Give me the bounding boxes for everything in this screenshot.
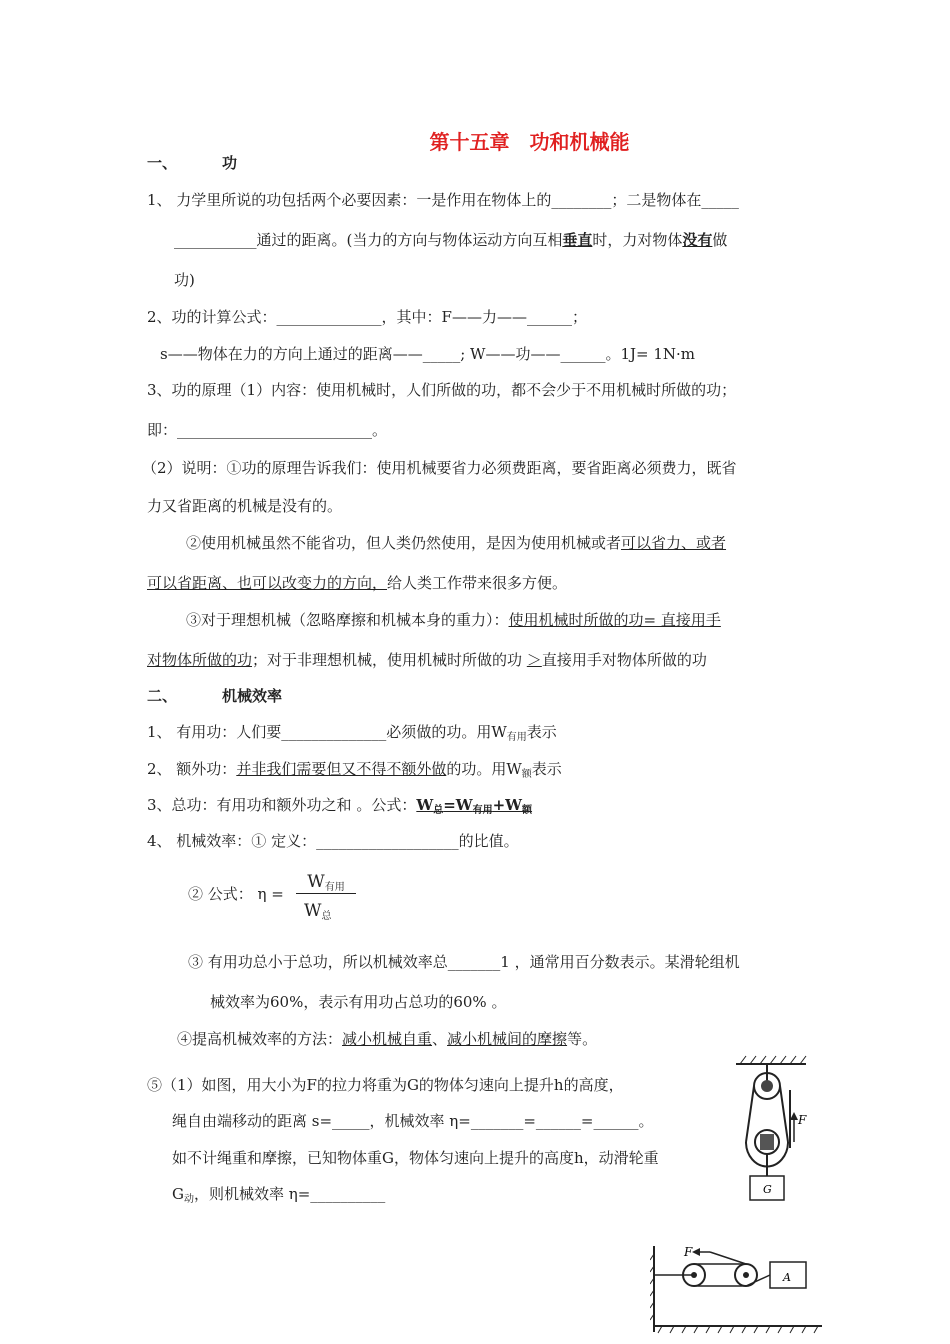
section-2-number: 二、 [147,687,178,705]
pulley-system-figure [732,1054,814,1204]
item-3-f-text: 给人类工作带来很多方便。 [387,574,568,592]
problem-5-line-a: ⑤（1）如图，用大小为F的拉力将重为G的物体匀速向上提升h的高度， [147,1076,624,1094]
mech-item-4-e [177,1030,597,1048]
block-label: A [783,1271,791,1284]
greater-than-sign: ＞ [526,651,542,669]
problem-5-line-d [172,1185,385,1209]
item-1-text-2: 时，力对物体 [592,231,683,249]
item-1-line-c: 功) [174,271,195,289]
denominator-w: W [304,901,322,921]
item-1-text: ___________通过的距离。(当力的方向与物体运动方向互相 [174,231,563,249]
keyword-no-work: 没有 [682,231,713,249]
section-heading-1 [147,154,237,172]
section-2-name: 机械效率 [222,687,283,705]
item-3-line-g [186,611,721,629]
item-3-f-underline: 可以省距离、也可以改变力的方向， [147,574,388,592]
mech-item-1-text-2: 表示 [526,723,557,741]
numerator-sub: 有用 [324,882,345,893]
pulley-force-label: F [798,1113,807,1127]
item-3-g-underline: 使用机械时所做的功= 直接用手 [508,611,721,629]
efficiency-formula-label: ② 公式： η = [188,885,284,903]
fraction-bar [296,893,356,894]
problem-5-line-b: 绳自由端移动的距离 s=_____，机械效率 η=_______=______=______。 [172,1112,654,1130]
problem-5-line-c: 如不计绳重和摩擦，已知物体重G，物体匀速向上提升的高度h，动滑轮重 [172,1149,659,1167]
numerator-w: W [307,872,325,892]
mech-item-1-text: 1、 有用功：人们要______________必须做的功。用W [147,723,507,741]
section-heading-2 [147,687,282,705]
formula-w3: +W [492,796,523,814]
item-3-line-e [186,534,726,552]
denominator-sub: 总 [321,911,332,922]
method-1: 减小机械自重 [342,1030,433,1048]
mech-item-4-c: ③ 有用功总小于总功，所以机械效率总_______1 ，通常用百分数表示。某滑轮组机 [188,953,740,971]
item-3-line-h [147,651,707,669]
formula-sub-extra: 额 [522,805,533,816]
method-end: 等。 [567,1030,598,1048]
mech-item-1 [147,723,557,747]
pulley-weight-label: G [763,1183,772,1196]
mech-item-2 [147,760,562,784]
item-3-g-text: ③对于理想机械（忽略摩擦和机械本身的重力）： [186,611,509,629]
chapter-title: 第十五章 功和机械能 [429,130,630,154]
method-sep: 、 [432,1030,448,1048]
mech-item-2-text-3: 表示 [531,760,562,778]
keyword-perpendicular: 垂直 [562,231,593,249]
formula-w1: W [416,796,434,814]
item-1-line-b [174,231,727,249]
method-2: 减小机械间的摩擦 [447,1030,568,1048]
item-3-h-text-2: 直接用手对物体所做的功 [541,651,707,669]
item-3-line-c: （2）说明：①功的原理告诉我们：使用机械要省力必须费距离，要省距离必须费力，既省 [142,459,737,477]
item-3-line-a: 3、功的原理（1）内容：使用机械时，人们所做的功，都不会少于不用机械时所做的功； [147,381,737,399]
mech-item-2-text: 2、 额外功： [147,760,237,778]
mech-item-2-underline: 并非我们需要但又不得不额外做 [236,760,447,778]
item-3-h-underline: 对物体所做的功 [147,651,253,669]
item-3-e-underline: 可以省力、或者 [621,534,727,552]
item-3-line-f [147,574,567,592]
mech-item-4-d: 械效率为60%，表示有用功占总功的60% 。 [210,993,507,1011]
mech-item-3 [147,796,532,820]
formula-w2: =W [443,796,473,814]
subscript-moving: 动 [183,1194,194,1205]
item-3-line-b: 即：__________________________。 [147,421,388,439]
fraction-denominator [296,901,356,922]
section-1-number: 一、 [147,154,178,172]
problem-5-g: G [172,1185,184,1203]
mech-item-2-text-2: 的功。用W [446,760,522,778]
item-2-line-b: s——物体在力的方向上通过的距离——_____; W——功——______。1J= 1N·m [160,345,695,363]
efficiency-fraction [296,872,356,922]
item-3-line-d: 力又省距离的机械是没有的。 [147,497,343,515]
problem-5-text: ，则机械效率 η=__________ [193,1185,386,1203]
subscript-useful: 有用 [506,732,527,743]
horizontal-pulley-figure [650,1240,825,1338]
formula-sub-useful: 有用 [472,805,493,816]
mech-item-4: 4、 机械效率：① 定义：___________________的比值。 [147,832,519,850]
item-3-e-text: ②使用机械虽然不能省功，但人类仍然使用，是因为使用机械或者 [186,534,622,552]
horizontal-force-label: F [684,1245,693,1259]
method-text: ④提高机械效率的方法： [177,1030,343,1048]
section-1-name: 功 [222,154,238,172]
subscript-extra: 额 [521,769,532,780]
item-2-line-a: 2、功的计算公式：______________，其中：F——力——______； [147,308,587,326]
fraction-numerator [296,872,356,893]
item-1-text-3: 做 [712,231,728,249]
item-3-h-text: ；对于非理想机械，使用机械时所做的功 [252,651,527,669]
item-1-line-a: 1、 力学里所说的功包括两个必要因素：一是作用在物体上的________；二是物体在_____ [147,191,739,209]
mech-item-3-text: 3、总功：有用功和额外功之和 。公式： [147,796,417,814]
total-work-formula [416,796,532,814]
formula-sub-total: 总 [433,805,444,816]
